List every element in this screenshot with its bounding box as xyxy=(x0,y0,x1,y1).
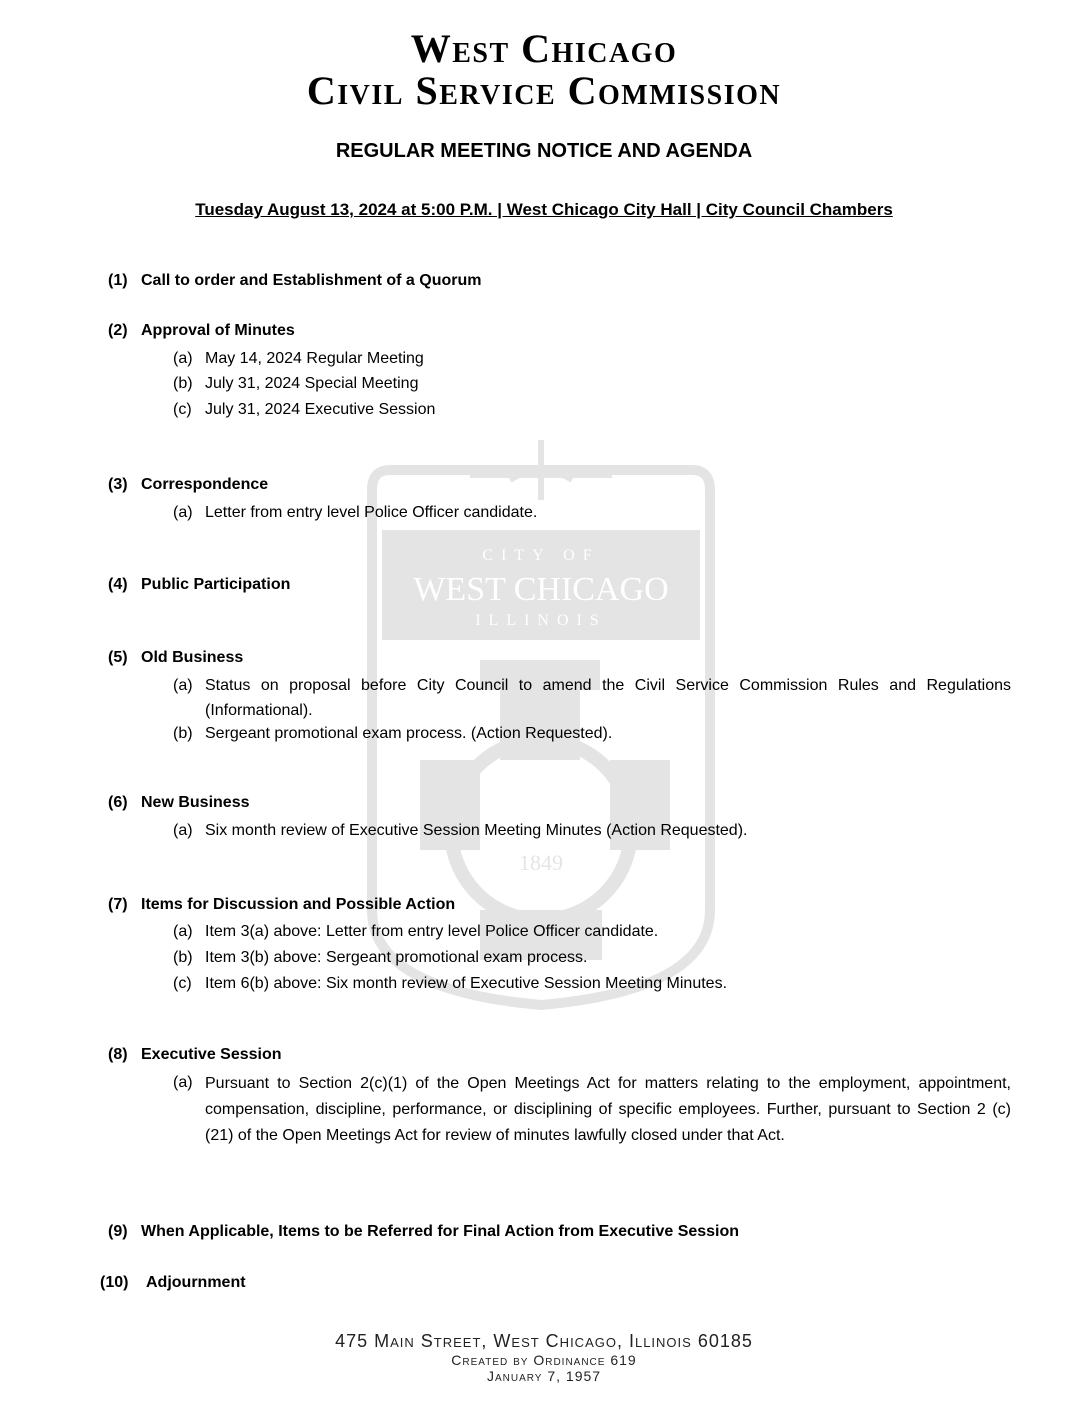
subitem-text: Item 3(b) above: Sergeant promotional exam process. xyxy=(205,949,588,966)
agenda-item-number: (2) xyxy=(108,322,128,339)
agenda-item-number: (1) xyxy=(108,272,128,289)
footer-ordinance: Created by Ordinance 619 xyxy=(451,1352,637,1368)
subitem-letter: (b) xyxy=(173,375,193,392)
agenda-subitem xyxy=(173,920,1011,945)
agenda-item-title: New Business xyxy=(141,794,250,811)
subitem-letter: (a) xyxy=(173,350,193,367)
subitem-letter: (b) xyxy=(173,725,193,742)
subitem-text: May 14, 2024 Regular Meeting xyxy=(205,350,424,367)
subitem-letter: (a) xyxy=(173,677,193,694)
agenda-subitem xyxy=(173,1071,1011,1149)
agenda-subitem xyxy=(173,398,1011,423)
header-line-2: Civil Service Commission xyxy=(306,68,782,113)
subitem-letter: (b) xyxy=(173,949,193,966)
subitem-text: Item 3(a) above: Letter from entry level Police Officer candidate. xyxy=(205,923,659,940)
seal-text-3: ILLINOIS xyxy=(475,612,607,629)
subitem-letter: (a) xyxy=(173,1074,193,1091)
agenda-subitem xyxy=(173,946,1011,971)
footer-address: 475 Main Street, West Chicago, Illinois 60185 xyxy=(335,1331,753,1351)
subitem-text: Six month review of Executive Session Meeting Minutes (Action Requested). xyxy=(205,822,748,839)
agenda-item-title: Call to order and Establishment of a Quorum xyxy=(141,272,482,289)
subitem-text: Status on proposal before City Council to amend the Civil Service Commission Rules and Regulations (Informational). xyxy=(205,677,1011,719)
agenda-item-number: (8) xyxy=(108,1046,128,1063)
agenda-item-number: (7) xyxy=(108,896,128,913)
agenda-subitem xyxy=(173,722,1011,747)
meeting-details: Tuesday August 13, 2024 at 5:00 P.M. | West Chicago City Hall | City Council Chambers xyxy=(195,200,893,219)
agenda-item-title: Items for Discussion and Possible Action xyxy=(141,896,456,913)
subitem-text: July 31, 2024 Executive Session xyxy=(205,401,436,418)
agenda-subitem xyxy=(173,674,1011,723)
agenda-subitem xyxy=(173,372,1011,397)
agenda-subitem xyxy=(173,501,1011,526)
agenda-item-title: Approval of Minutes xyxy=(141,322,295,339)
agenda-item-title: Adjournment xyxy=(146,1274,246,1291)
agenda-item-number: (10) xyxy=(100,1274,129,1291)
subitem-text: July 31, 2024 Special Meeting xyxy=(205,375,419,392)
agenda-item-title: Public Participation xyxy=(141,576,291,593)
subitem-letter: (a) xyxy=(173,923,193,940)
footer-date: January 7, 1957 xyxy=(486,1368,602,1384)
seal-text-1: CITY OF xyxy=(482,547,600,564)
agenda-subitem xyxy=(173,347,1011,372)
agenda-item-number: (6) xyxy=(108,794,128,811)
agenda-subitem xyxy=(173,819,1011,844)
header-line-1: West Chicago xyxy=(410,26,678,71)
agenda-item-title: Executive Session xyxy=(141,1046,282,1063)
subitem-text: Sergeant promotional exam process. (Action Requested). xyxy=(205,725,613,742)
agenda-item-number: (4) xyxy=(108,576,128,593)
subitem-text: Letter from entry level Police Officer candidate. xyxy=(205,504,538,521)
agenda-item-number: (9) xyxy=(108,1223,128,1240)
agenda-subitem xyxy=(173,972,1011,997)
notice-title: REGULAR MEETING NOTICE AND AGENDA xyxy=(335,140,753,162)
agenda-item-title: When Applicable, Items to be Referred for Final Action from Executive Session xyxy=(141,1223,740,1240)
subitem-letter: (a) xyxy=(173,504,193,521)
document-header xyxy=(0,28,1088,112)
seal-year: 1849 xyxy=(519,850,563,875)
agenda-item-number: (5) xyxy=(108,649,128,666)
subitem-letter: (a) xyxy=(173,822,193,839)
subitem-letter: (c) xyxy=(173,401,192,418)
agenda-item-title: Old Business xyxy=(141,649,244,666)
agenda-item-number: (3) xyxy=(108,476,128,493)
document-footer xyxy=(0,1330,1088,1384)
subitem-text: Pursuant to Section 2(c)(1) of the Open Meetings Act for matters relating to the employment, appointment, compensation, discipline, performance, or disciplining of specific employees. Further, pursuant to Section 2 (c)(21) of the Open Meetings Act for review of minutes lawfully closed under that Act. xyxy=(205,1075,1011,1144)
seal-text-2: WEST CHICAGO xyxy=(413,571,669,608)
agenda-item-title: Correspondence xyxy=(141,476,269,493)
subitem-text: Item 6(b) above: Six month review of Executive Session Meeting Minutes. xyxy=(205,975,728,992)
subitem-letter: (c) xyxy=(173,975,192,992)
